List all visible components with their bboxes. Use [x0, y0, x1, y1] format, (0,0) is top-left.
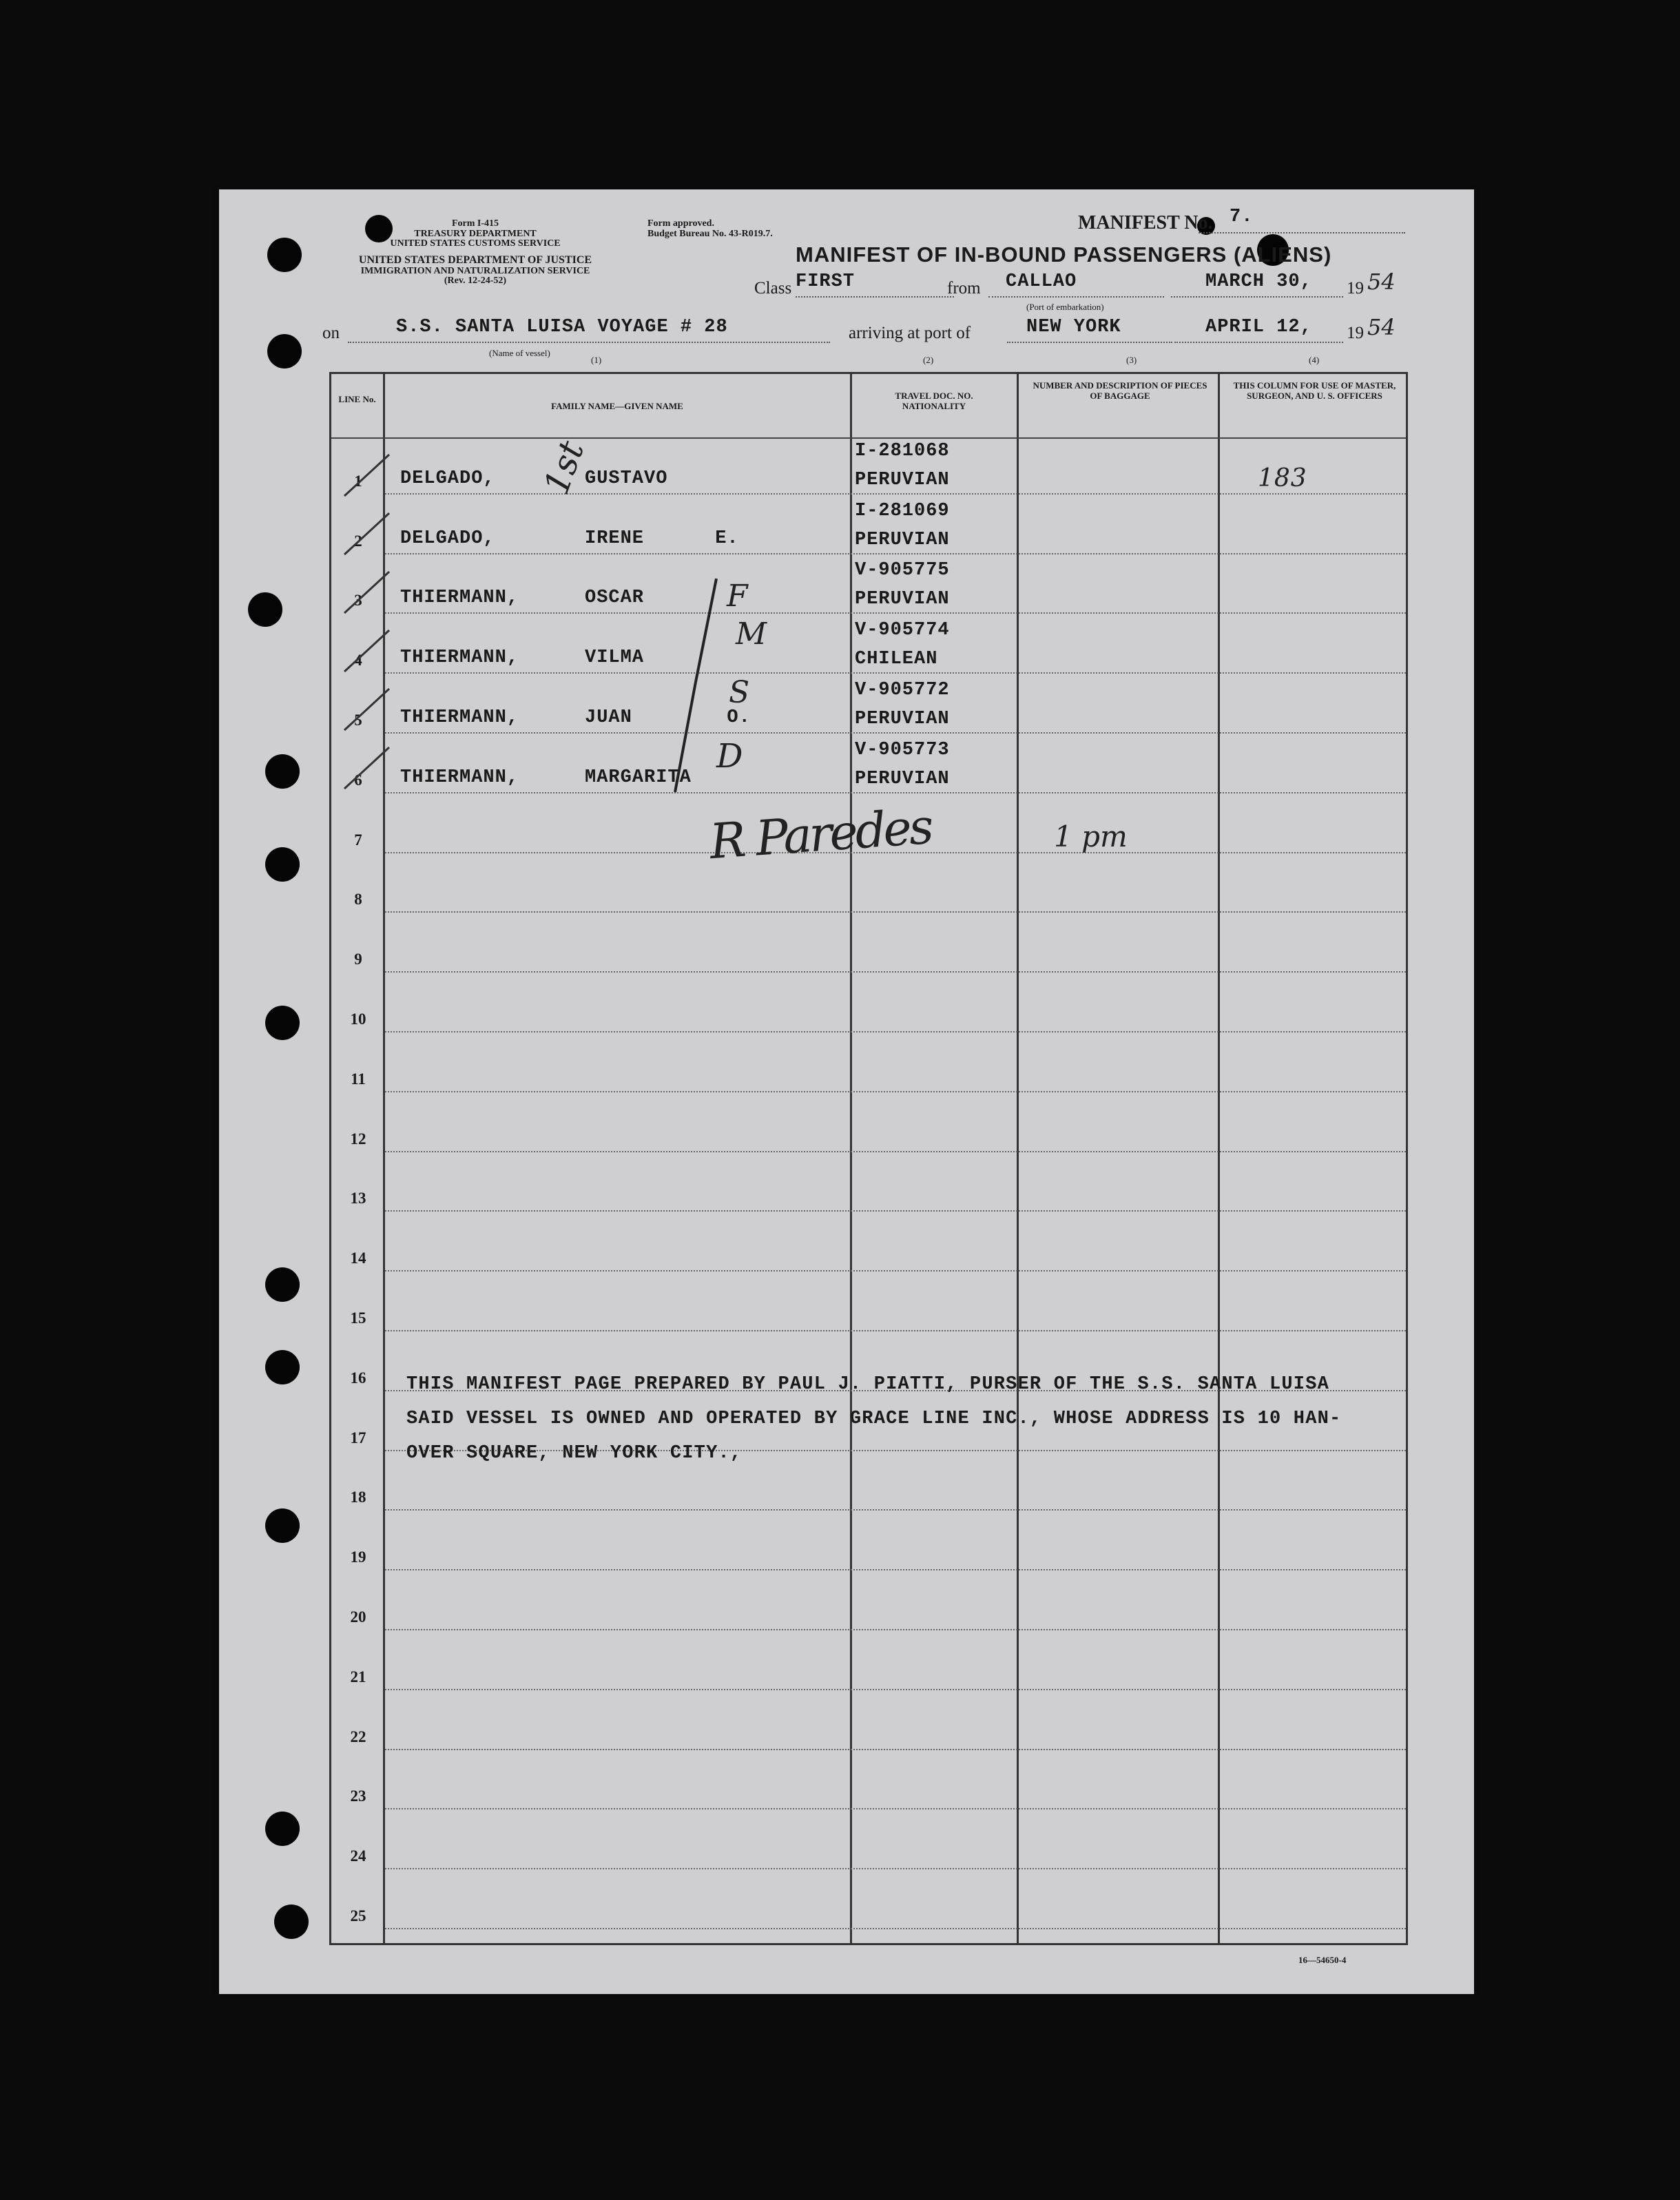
row-dotted-line	[385, 1749, 1406, 1750]
line-number: 2	[354, 532, 362, 550]
arriving-label: arriving at port of	[849, 324, 971, 342]
class-value: FIRST	[796, 271, 855, 292]
family-name: THIERMANN,	[400, 647, 519, 669]
line-number: 25	[350, 1907, 366, 1924]
line-number: 21	[350, 1668, 366, 1685]
travel-doc-number: I-281068	[855, 440, 950, 461]
punch-hole	[265, 1006, 300, 1040]
purser-statement	[406, 1367, 1341, 1471]
page-title: MANIFEST OF IN-BOUND PASSENGERS (ALIENS)	[796, 242, 1332, 267]
nationality: PERUVIAN	[855, 589, 950, 610]
col-header-travel-doc: TRAVEL DOC. NO. NATIONALITY	[895, 391, 973, 411]
statement-line: OVER SQUARE, NEW YORK CITY.,	[406, 1443, 743, 1464]
embark-year: 54	[1367, 269, 1396, 295]
statement-line: THIS MANIFEST PAGE PREPARED BY PAUL J. PIATTI, PURSER OF THE S.S. SANTA LUISA	[406, 1374, 1330, 1395]
col-header-line-no: LINE No.	[338, 394, 376, 404]
line-number: 12	[350, 1130, 366, 1148]
line-number: 24	[350, 1847, 366, 1865]
family-name: THIERMANN,	[400, 707, 519, 728]
col-header-baggage: NUMBER AND DESCRIPTION OF PIECES OF BAGGAGE	[1033, 380, 1207, 401]
punch-hole	[265, 1350, 300, 1384]
row-dotted-line	[385, 612, 1406, 614]
handwritten-bracket-line	[661, 572, 744, 799]
col-number-3: (3)	[1126, 355, 1137, 365]
row-dotted-line	[385, 1509, 1406, 1511]
vessel-caption: (Name of vessel)	[489, 348, 550, 358]
embark-date: MARCH 30,	[1205, 271, 1312, 292]
row-dotted-line	[385, 553, 1406, 554]
row-dotted-line	[385, 1330, 1406, 1331]
punch-hole	[265, 847, 300, 882]
form-approval: Form approved. Budget Bureau No. 43-R019.7.	[647, 218, 773, 239]
from-label: from	[947, 279, 981, 298]
handwritten-signature-note: 1 pm	[1054, 820, 1128, 853]
form-number: Form I-415 TREASURY DEPARTMENT UNITED STATES CUSTOMS SERVICE	[390, 218, 561, 249]
nationality: PERUVIAN	[855, 469, 950, 490]
line-number: 13	[350, 1190, 366, 1207]
row-dotted-line	[385, 732, 1406, 734]
department-block: UNITED STATES DEPARTMENT OF JUSTICE IMMIGRATION AND NATURALIZATION SERVICE (Rev. 12-24-52)	[358, 254, 592, 287]
arrival-port: NEW YORK	[1026, 317, 1121, 338]
row-dotted-line	[385, 1210, 1406, 1212]
row-dotted-line	[385, 1808, 1406, 1809]
col-number-4: (4)	[1309, 355, 1320, 365]
row-dotted-line	[385, 1928, 1406, 1929]
punch-hole	[267, 238, 302, 272]
row-dotted-line	[385, 1569, 1406, 1570]
embark-port-caption: (Port of embarkation)	[1026, 302, 1104, 312]
travel-doc-number: V-905775	[855, 560, 950, 581]
arrival-year: 54	[1367, 314, 1396, 340]
row-dotted-line	[385, 1868, 1406, 1869]
line-number: 9	[354, 951, 362, 968]
travel-doc-number: V-905773	[855, 739, 950, 760]
punch-hole	[274, 1905, 309, 1939]
punch-hole	[267, 334, 302, 369]
row-dotted-line	[385, 493, 1406, 495]
on-label: on	[322, 324, 340, 342]
nationality: PERUVIAN	[855, 768, 950, 789]
given-name: MARGARITA	[585, 767, 692, 788]
row-dotted-line	[385, 971, 1406, 973]
nationality: PERUVIAN	[855, 529, 950, 550]
given-name: JUAN O.	[585, 707, 751, 728]
handwritten-code-d: D	[716, 737, 743, 776]
col-number-2: (2)	[923, 355, 934, 365]
manifest-number-label: MANIFEST No.	[1078, 212, 1213, 234]
punch-hole	[265, 1267, 300, 1302]
line-number: 5	[354, 712, 362, 729]
line-number: 16	[350, 1369, 366, 1387]
arrival-year-prefix: 19	[1347, 324, 1364, 342]
line-number: 8	[354, 891, 362, 909]
family-name: THIERMANN,	[400, 588, 519, 609]
row-dotted-line	[385, 911, 1406, 913]
line-number: 15	[350, 1309, 366, 1327]
row-dotted-line	[385, 1689, 1406, 1690]
line-number: 17	[350, 1429, 366, 1446]
line-number: 20	[350, 1608, 366, 1626]
embark-year-prefix: 19	[1347, 279, 1364, 298]
manifest-number: 7.	[1230, 207, 1254, 227]
row-dotted-line	[385, 1091, 1406, 1092]
handwritten-code-f: F	[727, 579, 748, 614]
punch-hole	[248, 592, 282, 627]
line-number: 14	[350, 1249, 366, 1267]
row-dotted-line	[385, 792, 1406, 793]
nationality: CHILEAN	[855, 649, 938, 670]
line-number: 11	[351, 1070, 366, 1088]
given-name: OSCAR	[585, 588, 645, 609]
passenger-table	[329, 372, 1408, 1945]
row-dotted-line	[385, 672, 1406, 674]
given-name: GUSTAVO	[585, 468, 668, 489]
family-name: DELGADO,	[400, 528, 495, 549]
line-number: 10	[350, 1010, 366, 1028]
line-number: 23	[350, 1787, 366, 1805]
line-number: 4	[354, 652, 362, 670]
handwritten-code-s: S	[729, 675, 750, 710]
embark-port: CALLAO	[1006, 271, 1077, 292]
line-number: 7	[354, 831, 362, 849]
line-number: 18	[350, 1488, 366, 1506]
line-number: 22	[350, 1727, 366, 1745]
row-dotted-line	[385, 1270, 1406, 1272]
statement-line: SAID VESSEL IS OWNED AND OPERATED BY GRACE LINE INC., WHOSE ADDRESS IS 10 HAN-	[406, 1409, 1342, 1429]
line-number: 3	[354, 592, 362, 610]
handwritten-class-mark: 1st	[536, 435, 592, 500]
handwritten-code-m: M	[736, 616, 767, 652]
col-header-name: FAMILY NAME—GIVEN NAME	[551, 401, 683, 411]
travel-doc-number: I-281069	[855, 500, 950, 521]
line-number: 1	[354, 472, 362, 490]
travel-doc-number: V-905772	[855, 680, 950, 701]
col-number-1: (1)	[591, 355, 602, 365]
family-name: DELGADO,	[400, 468, 495, 489]
punch-hole	[265, 754, 300, 789]
row-dotted-line	[385, 1151, 1406, 1152]
handwritten-signature: R Paredes	[707, 798, 933, 871]
given-name: IRENE E.	[585, 528, 739, 549]
arrival-date: APRIL 12,	[1205, 317, 1312, 338]
row-dotted-line	[385, 1629, 1406, 1630]
travel-doc-number: V-905774	[855, 620, 950, 641]
footer-code: 16—54650-4	[1298, 1955, 1347, 1965]
punch-hole	[265, 1508, 300, 1543]
class-label: Class	[754, 279, 792, 298]
officer-mark: 183	[1258, 464, 1307, 492]
vessel-name: S.S. SANTA LUISA VOYAGE # 28	[396, 317, 728, 338]
line-number: 6	[354, 771, 362, 789]
handwritten-tick-marks	[338, 441, 393, 827]
family-name: THIERMANN,	[400, 767, 519, 788]
punch-hole	[265, 1812, 300, 1846]
line-number: 19	[350, 1548, 366, 1566]
col-header-officers: THIS COLUMN FOR USE OF MASTER, SURGEON, AND U. S. OFFICERS	[1233, 380, 1396, 401]
row-dotted-line	[385, 1031, 1406, 1032]
given-name: VILMA	[585, 647, 645, 669]
nationality: PERUVIAN	[855, 709, 950, 729]
